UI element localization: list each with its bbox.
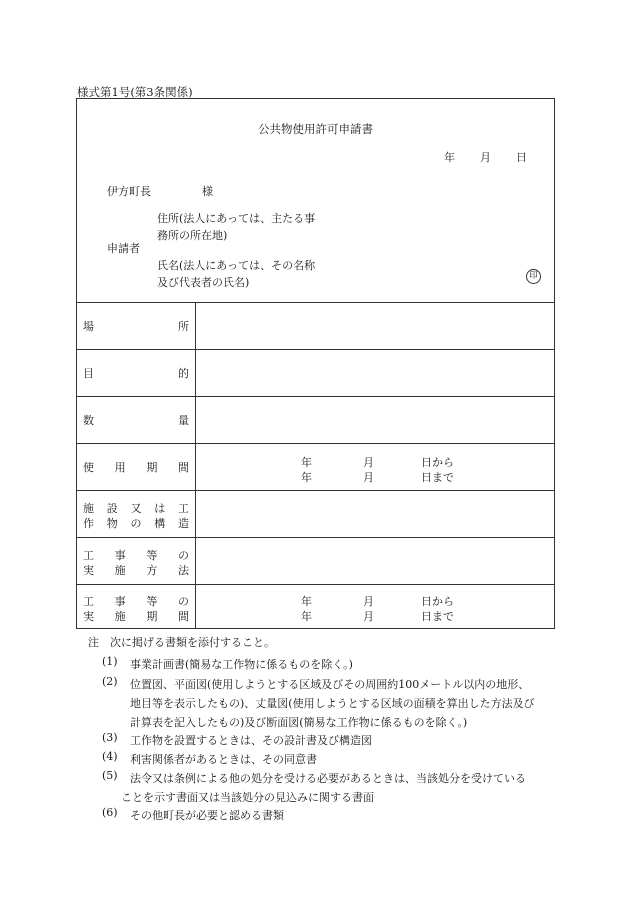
note-line: ことを示す書面又は当該処分の見込みに関する書面 [121, 791, 374, 804]
name-line-1: 氏名(法人にあっては、その名称 [157, 259, 316, 272]
period-from-line [301, 454, 461, 468]
note-item-5 [102, 769, 526, 807]
row-quantity-label [77, 396, 196, 443]
label-char: 目 [83, 366, 94, 380]
row-structure-label [77, 490, 196, 537]
date-month: 月 [480, 151, 491, 164]
label-char: 作 [83, 517, 94, 530]
note-item-3 [102, 731, 372, 750]
note-item-1 [102, 655, 353, 674]
row-work-method-label [77, 537, 196, 584]
row-quantity [77, 396, 554, 444]
address-line-1: 住所(法人にあっては、主たる事 [157, 212, 316, 225]
from-month: 月 [363, 595, 374, 608]
note-line: 工作物を設置するときは、その設計書及び構造図 [130, 734, 372, 747]
from-day: 日から [421, 595, 454, 608]
label-char: 設 [106, 502, 118, 515]
application-form [76, 98, 555, 629]
label-char: は [154, 502, 166, 515]
to-day: 日まで [421, 471, 454, 484]
label-char: の [130, 517, 142, 530]
label-char: 工 [178, 502, 189, 515]
row-purpose-label [77, 349, 196, 396]
label-char: 実 [83, 564, 94, 577]
note-number: (2) [102, 675, 118, 688]
label-char: 使 [83, 460, 94, 474]
label-char: 施 [83, 502, 94, 515]
to-month: 月 [363, 610, 374, 623]
to-year: 年 [301, 471, 312, 484]
label-char: 期 [146, 460, 158, 474]
row-work-period [77, 584, 554, 628]
note-item-2 [102, 675, 535, 732]
label-char: 事 [114, 595, 126, 608]
work-period-from-line [301, 593, 461, 607]
row-work-method [77, 537, 554, 585]
label-char: 施 [114, 564, 126, 577]
seal-mark: 印 [526, 269, 541, 284]
note-line: 計算表を記入したもの)及び断面図(簡易な工作物に係るものを除く。) [130, 716, 468, 729]
note-number: (4) [102, 750, 118, 763]
label-char: 実 [83, 610, 94, 623]
form-header [77, 99, 554, 303]
note-line: 事業計画書(簡易な工作物に係るものを除く。) [130, 658, 353, 671]
address-line-2: 務所の所在地) [157, 229, 228, 242]
name-line-2: 及び代表者の氏名) [157, 276, 250, 289]
label-char: 物 [106, 517, 118, 530]
row-place [77, 302, 554, 350]
note-line: 法令又は条例による他の処分を受ける必要があるときは、当該処分を受けている [130, 772, 526, 785]
note-number: (3) [102, 731, 118, 744]
from-year: 年 [301, 595, 312, 608]
label-char: 工 [83, 595, 94, 608]
label-char: の [177, 595, 189, 608]
period-to-line [301, 469, 461, 483]
note-number: (5) [102, 769, 118, 782]
note-line: 位置図、平面図(使用しようとする区域及びその周囲約100メートル以内の地形、 [130, 678, 530, 691]
label-char: 造 [178, 517, 189, 530]
addressee-suffix: 様 [202, 185, 213, 198]
applicant-label: 申請者 [107, 242, 140, 255]
note-line: 地目等を表示したもの)、丈量図(使用しようとする区域の面積を算出した方法及び [130, 697, 535, 710]
addressee [107, 183, 213, 199]
label-char: 場 [83, 319, 94, 333]
label-char: 等 [146, 595, 158, 608]
to-day: 日まで [421, 610, 454, 623]
to-month: 月 [363, 471, 374, 484]
label-char: 用 [114, 460, 126, 474]
row-work-period-label [77, 584, 196, 628]
date-year: 年 [444, 151, 455, 164]
note-number: (1) [102, 655, 118, 668]
addressee-name: 伊方町長 [107, 185, 151, 198]
form-label: 様式第1号(第3条関係) [77, 85, 193, 99]
applicant-name-label [157, 257, 315, 291]
applicant-address-label [157, 210, 315, 244]
label-char: 事 [114, 549, 126, 562]
row-place-label [77, 302, 196, 349]
label-char: 量 [178, 413, 189, 427]
label-char: 数 [83, 413, 94, 427]
note-line: その他町長が必要と認める書類 [130, 809, 284, 822]
from-day: 日から [421, 456, 454, 469]
note-item-6 [102, 806, 284, 825]
from-month: 月 [363, 456, 374, 469]
label-char: 工 [83, 549, 94, 562]
from-year: 年 [301, 456, 312, 469]
note-number: (6) [102, 806, 118, 819]
row-purpose [77, 349, 554, 397]
note-item-4 [102, 750, 317, 769]
label-char: 法 [177, 564, 189, 577]
notes-header: 注 次に掲げる書類を添付すること。 [88, 636, 275, 649]
label-char: 間 [177, 610, 189, 623]
work-period-to-line [301, 608, 461, 622]
label-char: 所 [178, 319, 189, 333]
label-char: 構 [154, 517, 166, 530]
date-day: 日 [516, 151, 527, 164]
label-char: 等 [146, 549, 158, 562]
form-title: 公共物使用許可申請書 [258, 122, 373, 136]
label-char: 方 [146, 564, 158, 577]
label-char: 間 [177, 460, 189, 474]
row-usage-period-label [77, 443, 196, 490]
label-char: 期 [146, 610, 158, 623]
label-char: 施 [114, 610, 126, 623]
to-year: 年 [301, 610, 312, 623]
row-usage-period [77, 443, 554, 491]
label-char: 的 [178, 366, 189, 380]
label-char: 又 [130, 502, 142, 515]
row-structure [77, 490, 554, 538]
label-char: の [177, 549, 189, 562]
note-line: 利害関係者があるときは、その同意書 [130, 753, 317, 766]
